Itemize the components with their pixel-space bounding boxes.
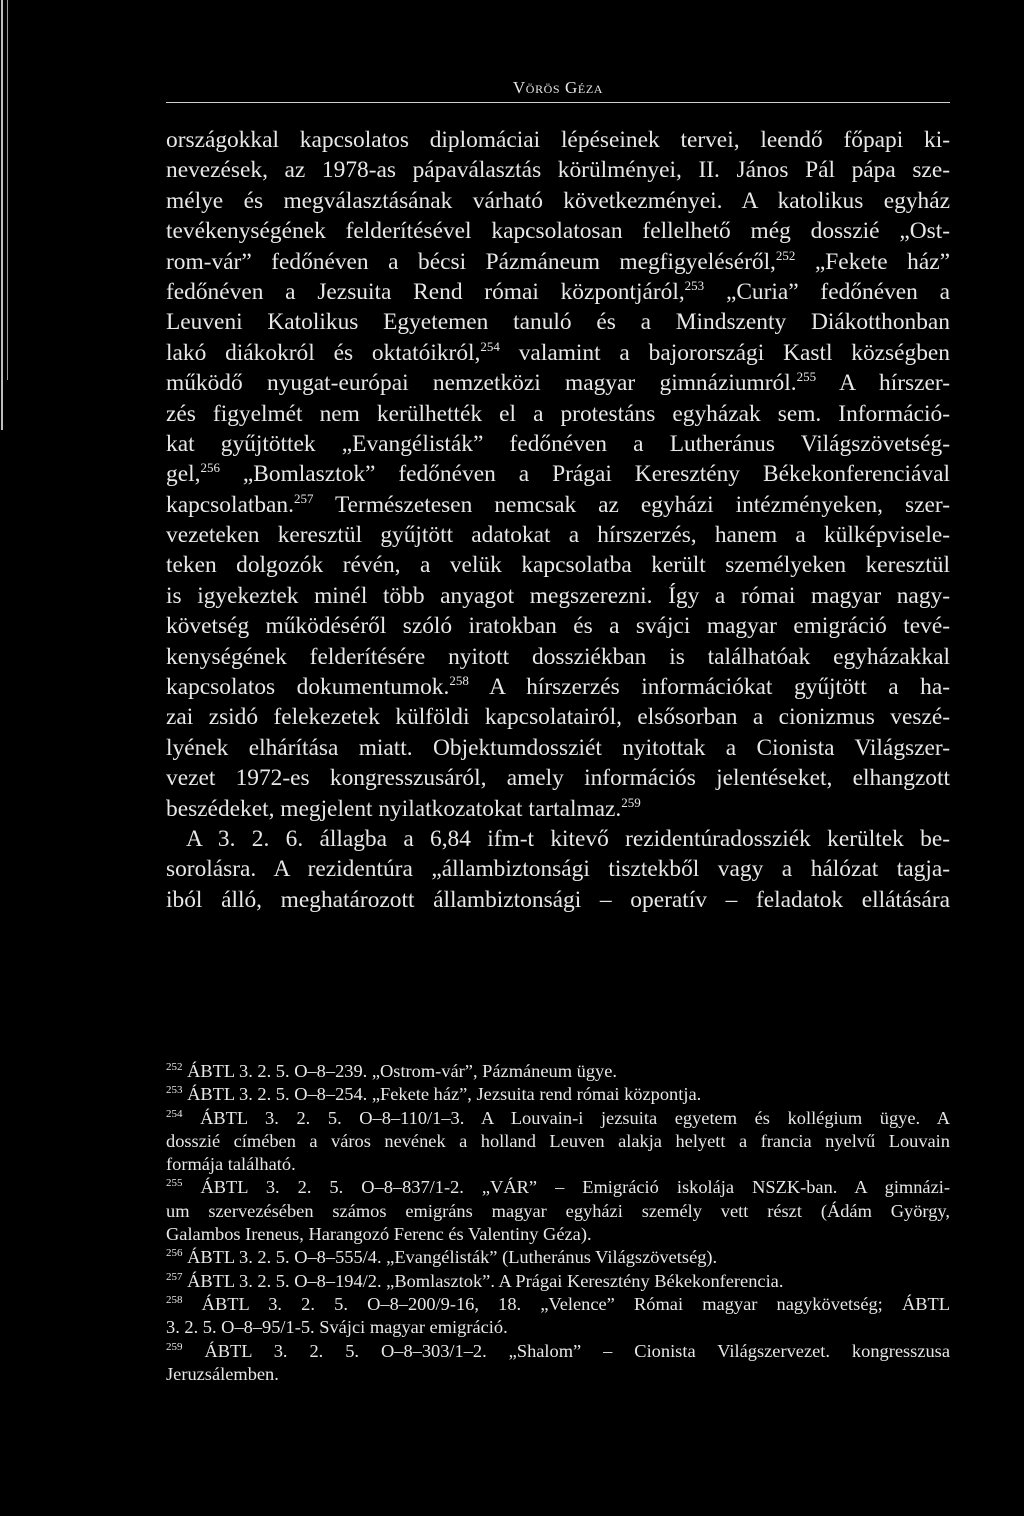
footnote-line (166, 1130, 950, 1153)
body-text-span: fedőnéven a Jezsuita Rend római központjáról, (166, 278, 685, 305)
footnote-text: ÁBTL 3. 2. 5. O–8–200/9-16, 18. „Velence” Római magyar nagykövetség; ÁBTL (182, 1293, 950, 1314)
body-line (166, 216, 950, 246)
footnote-line (166, 1200, 950, 1223)
body-text-span: iból álló, meghatározott állambiztonsági – operatív – feladatok ellátására (166, 886, 950, 913)
footnote-line (166, 1340, 950, 1363)
body-text-span: kapcsolatban. (166, 491, 294, 518)
footnote-ref[interactable]: 255 (796, 369, 817, 385)
body-line (166, 429, 950, 459)
footnote-line (166, 1083, 950, 1106)
body-text-span: kenységének felderítésére nyitott dossziékban is találhatóak egyházakkal (166, 643, 950, 670)
body-text-span: mélye és megválasztásának várható következményei. A katolikus egyház (166, 187, 950, 214)
footnote-number: 258 (166, 1293, 183, 1306)
body-text-span: „Fekete ház” (795, 248, 950, 275)
body-text-span: vezeteken keresztül gyűjtött adatokat a hírszerzés, hanem a külképvisele- (166, 522, 950, 549)
footnote-text: ÁBTL 3. 2. 5. O–8–555/4. „Evangélisták” (Lutheránus Világszövetség). (182, 1247, 718, 1268)
body-line (166, 581, 950, 611)
footnote-ref[interactable]: 256 (200, 460, 220, 476)
body-text-span: nevezések, az 1978-as pápaválasztás körülményei, II. János Pál pápa sze- (166, 157, 950, 184)
body-text-span: „Bomlasztok” fedőnéven a Prágai Keresztény Békekonferenciával (219, 461, 950, 488)
footnote-line (166, 1363, 950, 1386)
body-text-span: A 3. 2. 6. állagba a 6,84 ifm-t kitevő rezidentúradossziék kerültek be- (186, 825, 950, 852)
body-line (166, 490, 950, 520)
footnote-line (166, 1176, 950, 1199)
footnote-text: ÁBTL 3. 2. 5. O–8–254. „Fekete ház”, Jezsuita rend római központja. (182, 1084, 702, 1105)
body-text (166, 125, 950, 915)
footnote-number: 255 (166, 1177, 183, 1190)
footnote-text: Galambos Ireneus, Harangozó Ferenc és Valentiny Géza). (166, 1224, 592, 1245)
body-line (166, 733, 950, 763)
footnote-text: dosszié címében a város nevének a holland Leuven alakja helyett a francia nyelvű Louvain (166, 1130, 950, 1151)
footnote-line (166, 1060, 950, 1083)
footnote-number: 252 (166, 1061, 183, 1073)
body-line (166, 854, 950, 884)
body-text-span: A hírszerzés információkat gyűjtött a ha- (468, 674, 951, 701)
body-line (166, 155, 950, 185)
body-line (166, 702, 950, 732)
body-line (166, 247, 950, 277)
footnote-text: formája található. (166, 1154, 296, 1175)
body-line (166, 642, 950, 672)
running-head-author: Vörös Géza (512, 78, 604, 97)
footnote-line (166, 1223, 950, 1246)
footnote-line (166, 1107, 950, 1130)
body-text-span: lakó diákokról és oktatóikról, (166, 339, 481, 366)
header-rule (166, 102, 950, 103)
footnote-line (166, 1316, 950, 1339)
body-line (166, 368, 950, 398)
body-text-span: Természetesen nemcsak az egyházi intézményeken, szer- (313, 491, 950, 518)
scan-edge (0, 0, 14, 1516)
body-line (166, 885, 950, 915)
body-text-span: gel, (166, 461, 201, 488)
body-line (166, 824, 950, 854)
footnote-ref[interactable]: 254 (480, 338, 500, 354)
footnote-ref[interactable]: 253 (684, 277, 705, 293)
footnote-number: 259 (166, 1340, 183, 1353)
footnote-number: 256 (166, 1247, 183, 1260)
body-text-span: országokkal kapcsolatos diplomáciai lépéseinek tervei, leendő főpapi ki- (166, 127, 950, 153)
footnote-line (166, 1246, 950, 1269)
footnote-number: 254 (166, 1107, 183, 1120)
body-line (166, 125, 950, 155)
footnote-text: ÁBTL 3. 2. 5. O–8–110/1–3. A Louvain-i jezsuita egyetem és kollégium ügye. A (182, 1107, 950, 1128)
footnote-number: 253 (166, 1084, 183, 1097)
body-text-span: beszédeket, megjelent nyilatkozatokat tartalmaz. (166, 795, 622, 822)
body-line (166, 186, 950, 216)
body-text-span: rom-vár” fedőnéven a bécsi Pázmáneum megfigyeléséről, (166, 248, 776, 275)
body-line (166, 307, 950, 337)
body-line (166, 277, 950, 307)
footnote-text: ÁBTL 3. 2. 5. O–8–303/1–2. „Shalom” – Cionista Világszervezet. kongresszusa (182, 1340, 950, 1361)
footnote-text: ÁBTL 3. 2. 5. O–8–194/2. „Bomlasztok”. A Prágai Keresztény Békekonferencia. (182, 1270, 784, 1291)
body-text-span: kat gyűjtöttek „Evangélisták” fedőnéven a Lutheránus Világszövetség- (166, 430, 950, 457)
body-text-span: teken dolgozók révén, a velük kapcsolatba került személyeken keresztül (166, 552, 950, 579)
footnote-line (166, 1153, 950, 1176)
scan-edge-line (7, 0, 8, 380)
footnote-ref[interactable]: 257 (293, 490, 314, 506)
body-text-span: „Curia” fedőnéven a (704, 278, 950, 305)
body-line (166, 520, 950, 550)
body-text-span: Leuveni Katolikus Egyetemen tanuló és a Mindszenty Diákotthonban (166, 309, 950, 336)
body-text-span: is igyekeztek minél több anyagot megszerezni. Így a római magyar nagy- (166, 582, 950, 609)
body-line (166, 399, 950, 429)
footnote-number: 257 (166, 1270, 183, 1283)
body-line (166, 459, 950, 489)
body-text-span: zés figyelmét nem kerülhették el a protestáns egyházak sem. Információ- (166, 400, 950, 427)
body-text-span: tevékenységének felderítésével kapcsolatosan fellelhető még dosszié „Ost- (166, 218, 950, 245)
footnote-line (166, 1293, 950, 1316)
footnote-text: 3. 2. 5. O–8–95/1-5. Svájci magyar emigráció. (166, 1317, 508, 1338)
footnote-text: Jeruzsálemben. (166, 1363, 279, 1384)
scan-edge-line (1, 0, 3, 430)
body-line (166, 672, 950, 702)
body-text-span: működő nyugat-európai nemzetközi magyar gimnáziumról. (166, 370, 797, 397)
body-line (166, 611, 950, 641)
body-text-span: A hírszer- (816, 370, 950, 397)
body-text-span: zai zsidó felekezetek külföldi kapcsolatairól, elsősorban a cionizmus veszé- (166, 704, 950, 731)
footnote-text: ÁBTL 3. 2. 5. O–8–239. „Ostrom-vár”, Pázmáneum ügye. (182, 1061, 617, 1081)
footnotes (166, 1060, 950, 1386)
footnote-ref[interactable]: 252 (775, 247, 796, 263)
footnote-line (166, 1270, 950, 1293)
body-text-span: sorolásra. A rezidentúra „állambiztonsági tisztekből vagy a hálózat tagja- (166, 856, 950, 883)
body-line (166, 338, 950, 368)
body-text-span: kapcsolatos dokumentumok. (166, 674, 450, 701)
footnote-ref[interactable]: 258 (449, 673, 469, 689)
body-line (166, 763, 950, 793)
running-header (166, 78, 950, 98)
body-text-span: valamint a bajorországi Kastl községben (499, 339, 951, 366)
body-line (166, 794, 950, 824)
footnote-text: um szervezésében számos emigráns magyar egyházi személy vett részt (Ádám György, (166, 1200, 950, 1221)
body-text-span: vezet 1972-es kongresszusáról, amely információs jelentéseket, elhangzott (166, 765, 950, 792)
body-text-span: lyének elhárítása miatt. Objektumdossziét nyitottak a Cionista Világszer- (166, 734, 950, 761)
footnote-text: ÁBTL 3. 2. 5. O–8–837/1-2. „VÁR” – Emigráció iskolája NSZK-ban. A gimnázi- (182, 1177, 950, 1198)
body-text-span: követség működéséről szóló iratokban és a svájci magyar emigráció tevé- (166, 613, 950, 640)
footnote-ref[interactable]: 259 (621, 794, 641, 810)
body-line (166, 550, 950, 580)
